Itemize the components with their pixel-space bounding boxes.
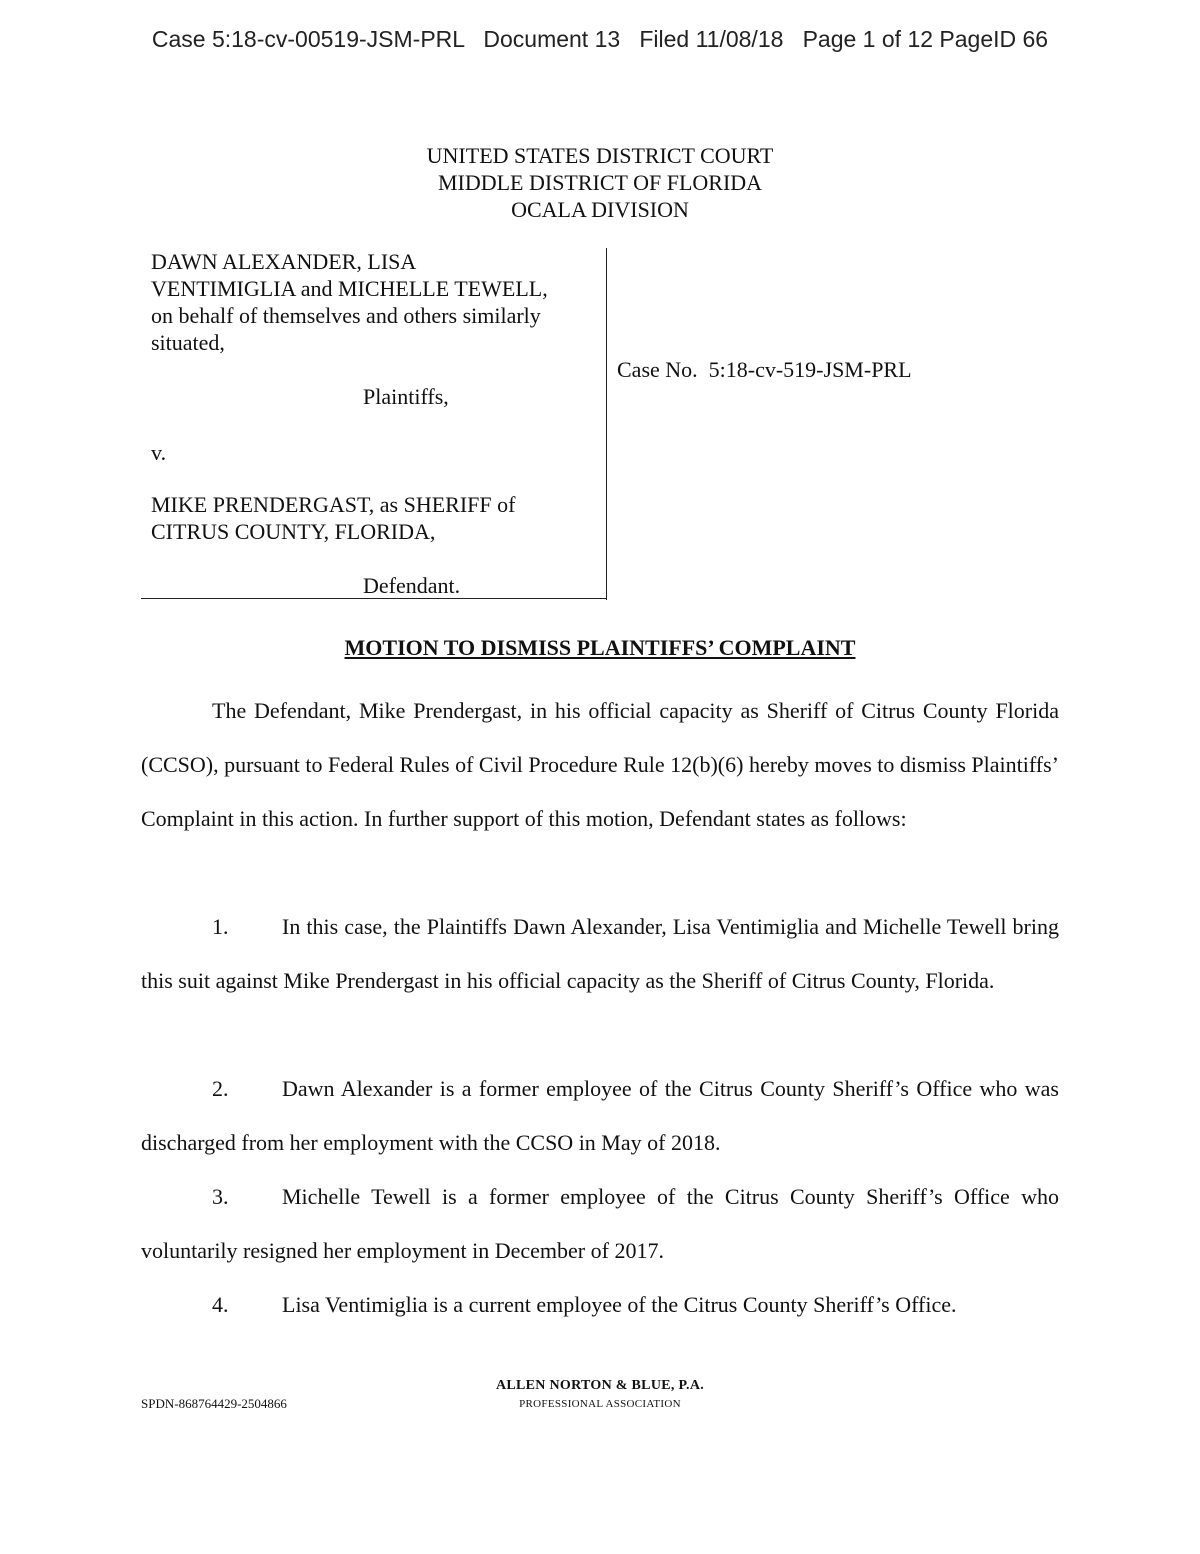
court-division: OCALA DIVISION bbox=[511, 197, 689, 222]
case-number: Case No. 5:18-cv-519-JSM-PRL bbox=[617, 357, 912, 382]
caption-rule bbox=[141, 598, 607, 599]
document-id: SPDN-868764429-2504866 bbox=[141, 1396, 287, 1411]
court-name: UNITED STATES DISTRICT COURT bbox=[426, 143, 774, 168]
paragraph-text: Dawn Alexander is a former employee of the Citrus County Sheriff’s Office who was discharged from her employment with the CCSO in May of 2018. bbox=[141, 1076, 1059, 1155]
paragraph-number: 4. bbox=[212, 1292, 229, 1317]
paragraph-number: 2. bbox=[212, 1076, 229, 1101]
plaintiffs-line: DAWN ALEXANDER, LISA bbox=[151, 249, 417, 274]
plaintiffs-line: situated, bbox=[151, 330, 225, 355]
paragraph-text: In this case, the Plaintiffs Dawn Alexander, Lisa Ventimiglia and Michelle Tewell bring this suit against Mike Prendergast in his official capacity as the Sheriff of Citrus County, Florida. bbox=[141, 914, 1059, 993]
defendant-line: MIKE PRENDERGAST, as SHERIFF of bbox=[151, 492, 516, 517]
numbered-paragraph bbox=[141, 900, 1059, 1008]
defendant-line: CITRUS COUNTY, FLORIDA, bbox=[151, 519, 436, 544]
law-firm-subtitle: PROFESSIONAL ASSOCIATION bbox=[519, 1398, 681, 1410]
versus: v. bbox=[151, 440, 167, 465]
law-firm-name: ALLEN NORTON & BLUE, P.A. bbox=[495, 1378, 705, 1393]
numbered-paragraph bbox=[141, 1170, 1059, 1278]
paragraph-text: Lisa Ventimiglia is a current employee of the Citrus County Sheriff’s Office. bbox=[282, 1292, 957, 1317]
plaintiffs-label: Plaintiffs, bbox=[363, 384, 449, 409]
intro-paragraph: The Defendant, Mike Prendergast, in his official capacity as Sheriff of Citrus County Florida (CCSO), pursuant to Federal Rules of Civil Procedure Rule 12(b)(6) hereby moves to dismiss Plaintiffs’ Complaint in this action. In further support of this motion, Defendant states as follows: bbox=[141, 698, 1059, 831]
paragraph-number: 1. bbox=[212, 914, 229, 939]
caption-divider bbox=[606, 248, 607, 600]
document-title: MOTION TO DISMISS PLAINTIFFS’ COMPLAINT bbox=[344, 635, 856, 660]
paragraph-text: Michelle Tewell is a former employee of the Citrus County Sheriff’s Office who voluntarily resigned her employment in December of 2017. bbox=[141, 1184, 1059, 1263]
court-district: MIDDLE DISTRICT OF FLORIDA bbox=[437, 170, 763, 195]
plaintiffs-line: VENTIMIGLIA and MICHELLE TEWELL, bbox=[151, 276, 548, 301]
numbered-paragraph bbox=[141, 1278, 1059, 1332]
ecf-header: Case 5:18-cv-00519-JSM-PRL Document 13 Filed 11/08/18 Page 1 of 12 PageID 66 bbox=[151, 26, 1049, 52]
paragraph-number: 3. bbox=[212, 1184, 229, 1209]
defendant-label: Defendant. bbox=[363, 573, 461, 598]
numbered-paragraph bbox=[141, 1062, 1059, 1170]
plaintiffs-line: on behalf of themselves and others similarly bbox=[151, 303, 541, 328]
